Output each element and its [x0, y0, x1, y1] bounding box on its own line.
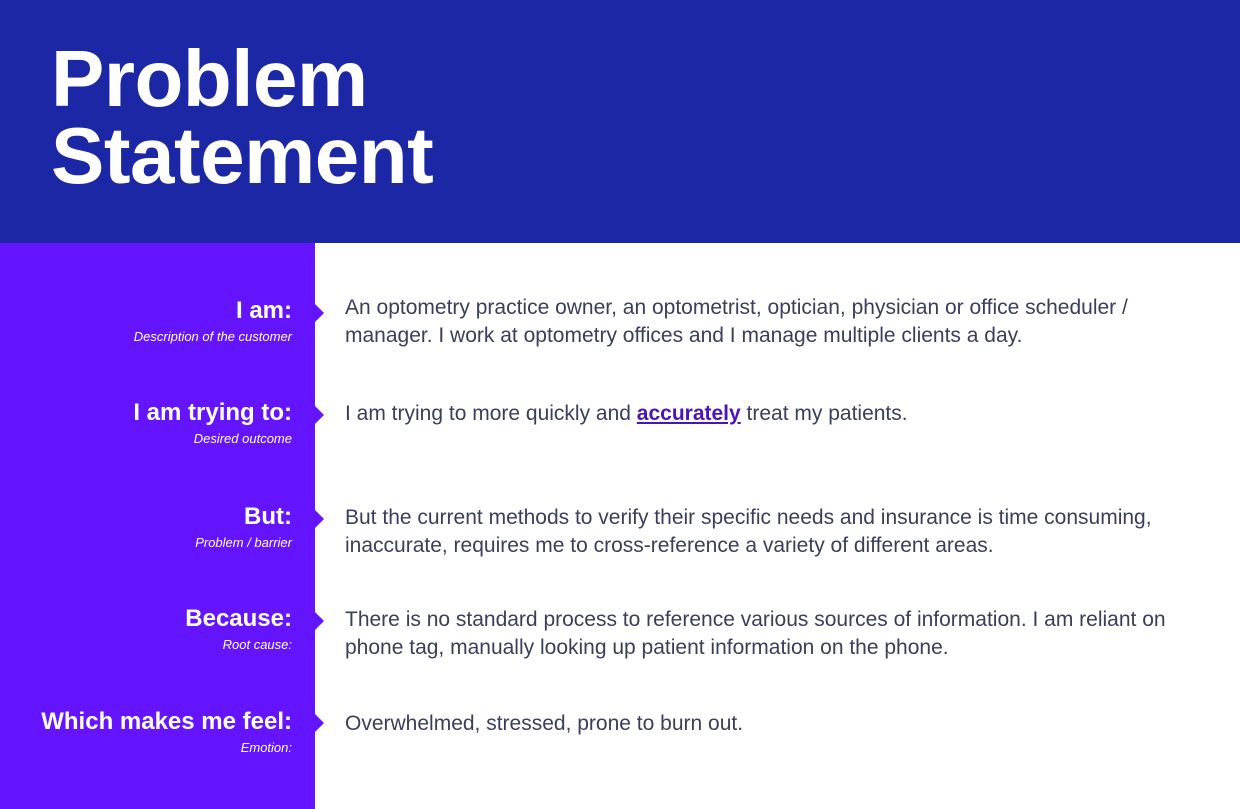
row-label-block: [0, 502, 292, 552]
row-sublabel: Description of the customer: [133, 329, 292, 344]
row-pointer: [315, 304, 324, 322]
row-label-block: [0, 604, 292, 654]
row-label: But:: [244, 503, 292, 530]
page-title-line-2: Statement: [51, 111, 434, 200]
row-label: Which makes me feel:: [41, 708, 292, 735]
row-text: But the current methods to verify their specific needs and insurance is time consuming, inaccurate, requires me to cross-reference a variety of different areas.: [345, 506, 1152, 557]
header-banner: [0, 0, 1240, 243]
row-pointer: [315, 612, 324, 630]
page-title-line-1: Problem: [51, 34, 368, 123]
row-text: Overwhelmed, stressed, prone to burn out.: [345, 712, 744, 735]
row-label: I am:: [235, 297, 292, 324]
row-label-block: [0, 398, 292, 448]
row-text: There is no standard process to reference various sources of information. I am reliant on phone tag, manually looking up patient information on the phone.: [345, 608, 1166, 659]
row-label: I am trying to:: [133, 399, 292, 426]
row-pointer: [315, 714, 324, 732]
row-label-block: [0, 707, 292, 757]
row-label: Because:: [185, 605, 292, 632]
row-sublabel: Root cause:: [222, 637, 292, 652]
row-text-before: I am trying to more quickly and: [345, 402, 637, 425]
row-label-block: [0, 296, 292, 346]
row-sublabel: Desired outcome: [193, 431, 292, 446]
row-pointer: [315, 510, 324, 528]
row-pointer: [315, 406, 324, 424]
row-text-after: treat my patients.: [740, 402, 908, 425]
row-text: An optometry practice owner, an optometrist, optician, physician or office scheduler / manager. I work at optometry offices and I manage multiple clients a day.: [345, 296, 1128, 347]
page-title: [51, 34, 651, 200]
row-sublabel: Problem / barrier: [195, 535, 292, 550]
row-text: [345, 400, 1190, 428]
row-sublabel: Emotion:: [240, 740, 292, 755]
emphasis-word: accurately: [636, 402, 741, 425]
